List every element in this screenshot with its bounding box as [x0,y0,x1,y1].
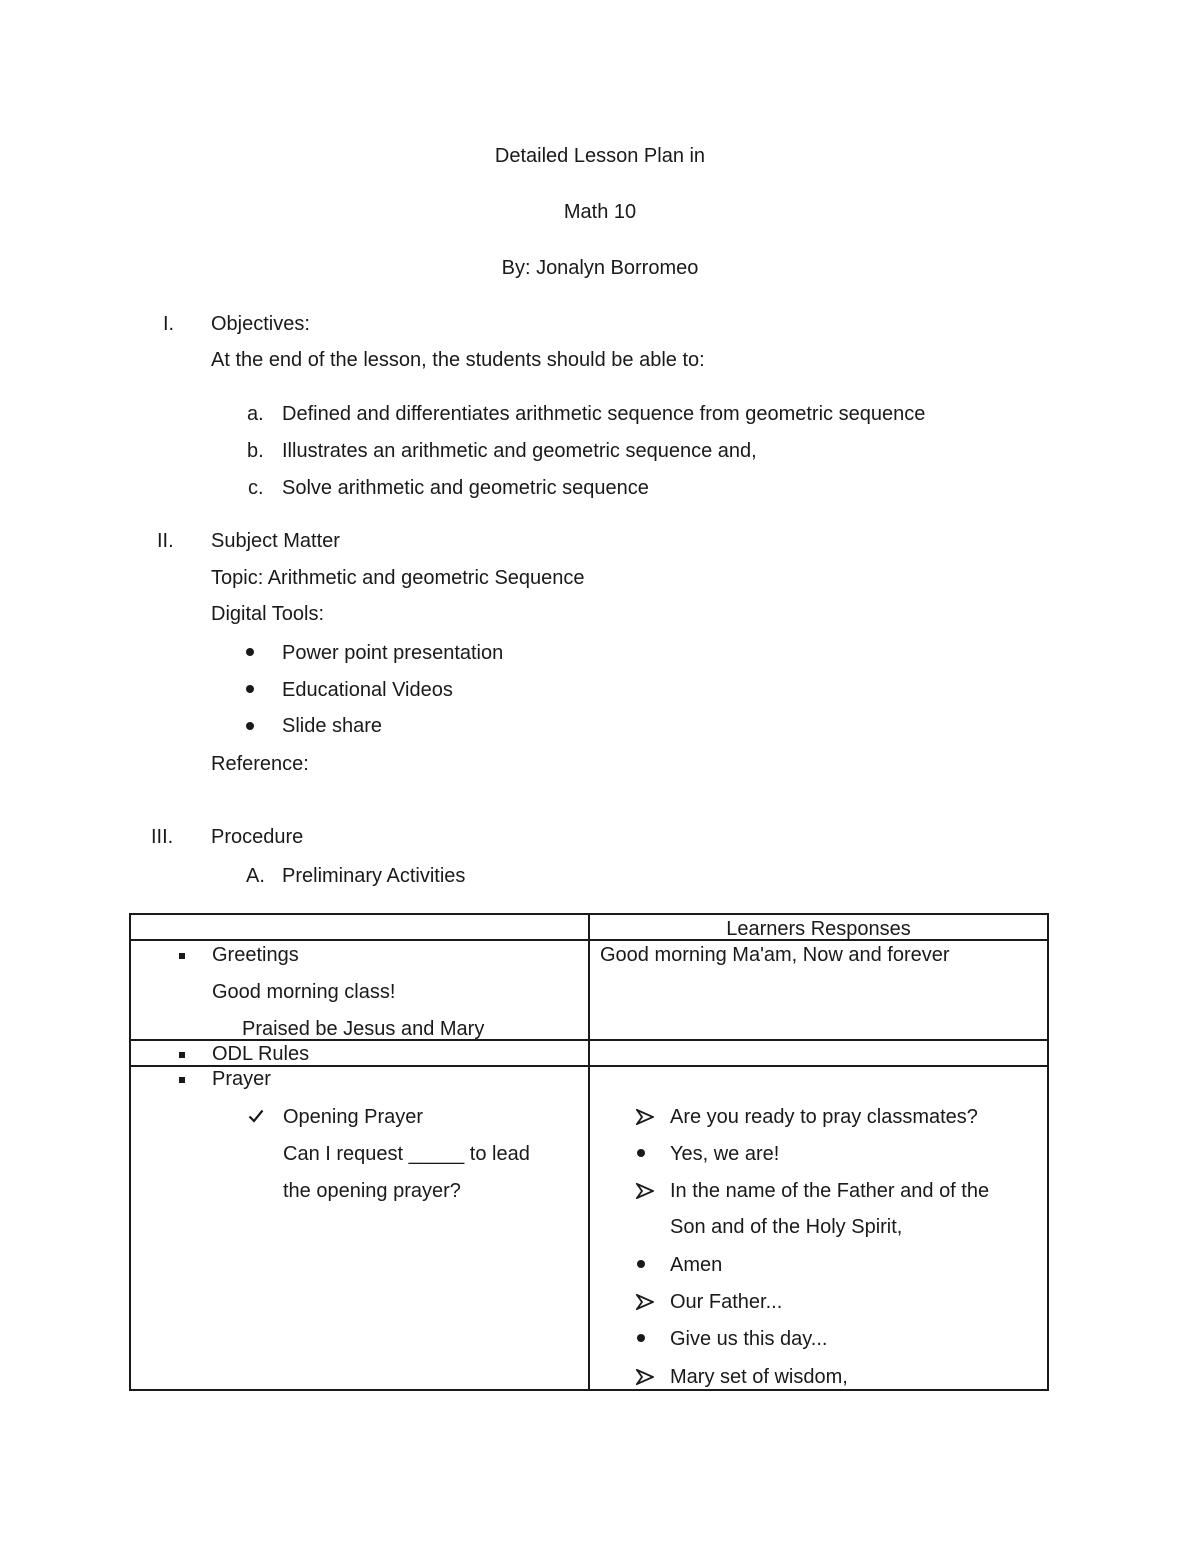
greetings-label: Greetings [212,944,299,966]
prayer-response-line: In the name of the Father and of the [670,1180,990,1202]
section-numeral-procedure: III. [151,826,174,848]
bullet-dot-icon [637,1260,645,1268]
digital-tool-item: Power point presentation [282,642,504,664]
procedure-sub-heading: Preliminary Activities [282,865,466,887]
document-author: By: Jonalyn Borromeo [501,257,699,279]
digital-tool-item: Educational Videos [282,679,453,701]
prayer-response-line: Our Father... [670,1291,783,1313]
greetings-line: Praised be Jesus and Mary [242,1018,485,1040]
arrow-bullet-icon [636,1369,654,1385]
objectives-intro: At the end of the lesson, the students should be able to: [211,349,705,371]
objective-item: Illustrates an arithmetic and geometric sequence and, [282,440,757,462]
bullet-dot-icon [637,1334,645,1342]
objective-marker: a. [247,403,264,425]
bullet-dot-icon [246,722,254,730]
table-header-teacher [130,914,589,940]
odl-rules-label: ODL Rules [212,1043,310,1065]
prayer-response-line: Son and of the Holy Spirit, [670,1216,903,1238]
preliminary-activities-table [129,913,1049,1391]
document-subject: Math 10 [563,201,637,223]
procedure-sub-marker: A. [246,865,265,887]
document-title: Detailed Lesson Plan in [494,145,706,167]
greetings-cell [130,940,589,1040]
objective-item: Defined and differentiates arithmetic sequence from geometric sequence [282,403,926,425]
bullet-dot-icon [246,685,254,693]
bullet-dot-icon [637,1149,645,1157]
digital-tool-item: Slide share [282,715,383,737]
section-heading-procedure: Procedure [211,826,304,848]
prayer-response-cell [589,1066,1048,1390]
section-heading-objectives: Objectives: [211,313,310,335]
prayer-response-line: Give us this day... [670,1328,828,1350]
arrow-bullet-icon [636,1109,654,1125]
odl-rules-response-cell [589,1040,1048,1066]
prayer-response-line: Yes, we are! [670,1143,780,1165]
objective-item: Solve arithmetic and geometric sequence [282,477,649,499]
square-bullet-icon [179,1077,185,1083]
greetings-line: Good morning class! [212,981,396,1003]
digital-tools-heading: Digital Tools: [211,603,325,625]
section-numeral-objectives: I. [163,313,175,335]
prayer-response-line: Are you ready to pray classmates? [670,1106,978,1128]
subject-topic: Topic: Arithmetic and geometric Sequence [211,567,585,589]
greetings-response: Good morning Ma'am, Now and forever [600,944,950,966]
prayer-label: Prayer [212,1068,271,1090]
table-header-responses [589,914,1048,940]
square-bullet-icon [179,953,185,959]
prayer-response-line: Amen [670,1254,723,1276]
objective-marker: b. [247,440,264,462]
prayer-response-line: Mary set of wisdom, [670,1366,848,1388]
table-header-responses-label: Learners Responses [726,918,911,940]
square-bullet-icon [179,1052,185,1058]
section-numeral-subject-matter: II. [157,530,174,552]
opening-prayer-label: Opening Prayer [283,1106,424,1128]
odl-rules-cell [130,1040,589,1066]
prayer-request-line: Can I request _____ to lead [283,1143,530,1165]
prayer-request-line: the opening prayer? [283,1180,461,1202]
greetings-response-cell [589,940,1048,1040]
bullet-dot-icon [246,648,254,656]
checkmark-icon [248,1108,264,1124]
section-heading-subject-matter: Subject Matter [211,530,340,552]
reference-label: Reference: [211,753,309,775]
prayer-cell [130,1066,589,1390]
objective-marker: c. [248,477,264,499]
arrow-bullet-icon [636,1183,654,1199]
arrow-bullet-icon [636,1294,654,1310]
